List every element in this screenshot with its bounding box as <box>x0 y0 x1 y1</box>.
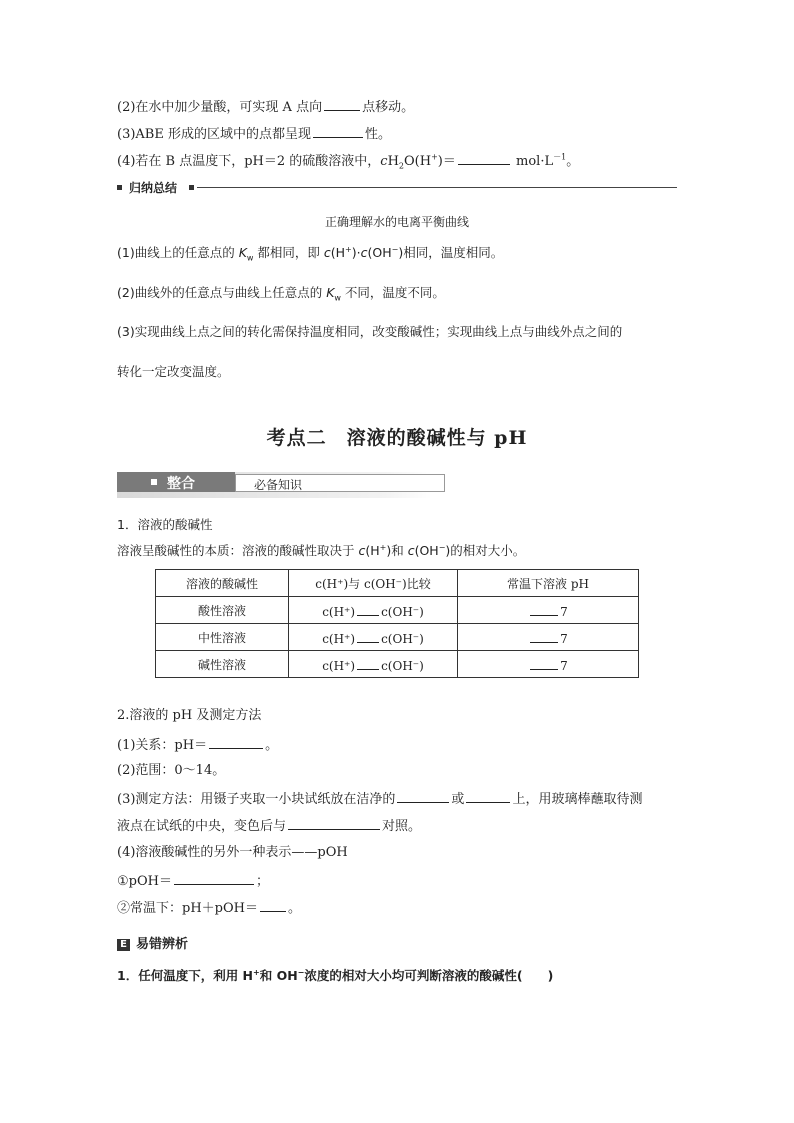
question-4-text: (4)若在 B 点温度下，pH＝2 的硫酸溶液中， <box>117 154 381 169</box>
answer-blank[interactable] <box>313 124 363 138</box>
period: 。 <box>566 154 580 169</box>
table-header-row <box>156 570 639 597</box>
plus-sup: + <box>379 542 387 552</box>
k-symbol: K <box>326 285 335 300</box>
part2-line-2: (2)范围：0～14。 <box>117 763 226 778</box>
square-bullet-icon <box>189 185 194 190</box>
part2-line-5: (4)溶液酸碱性的另外一种表示——pOH <box>117 845 348 860</box>
text: 转化一定改变温度。 <box>117 364 230 379</box>
text: c(H⁺) <box>322 631 356 646</box>
table-row <box>156 624 639 651</box>
text: (H <box>365 543 380 558</box>
text: ； <box>255 874 269 889</box>
acidity-table <box>155 569 639 678</box>
answer-blank[interactable] <box>466 789 510 803</box>
subscript-2: 2 <box>398 161 405 171</box>
banner-dark-tab <box>117 472 235 492</box>
text: (1)关系：pH＝ <box>117 738 208 753</box>
text: (H <box>330 245 346 260</box>
text: 浓度的相对大小均可判断溶液的酸碱性( ) <box>304 968 554 983</box>
minus-sup: − <box>297 967 305 977</box>
k-symbol: K <box>238 245 247 260</box>
c-symbol: c <box>380 154 388 169</box>
table-cell <box>458 597 639 624</box>
text: 都相同，即 <box>253 245 324 260</box>
text: )的相对大小。 <box>445 543 526 558</box>
c-symbol: c <box>407 543 415 558</box>
table-cell <box>458 624 639 651</box>
text: 。 <box>287 901 301 916</box>
question-3-tail: 性。 <box>364 127 391 142</box>
part2-line-6 <box>117 871 269 891</box>
question-3-text: (3)ABE 形成的区域中的点都呈现 <box>117 127 311 142</box>
answer-blank[interactable] <box>357 602 379 616</box>
text: ②常温下：pH＋pOH＝ <box>117 901 258 916</box>
answer-blank[interactable] <box>357 629 379 643</box>
minus-sup: − <box>391 244 399 254</box>
answer-blank[interactable] <box>530 656 558 670</box>
part2-line-4 <box>117 816 421 836</box>
table-cell: 酸性溶液 <box>156 597 289 624</box>
answer-blank[interactable] <box>209 735 263 749</box>
text: 7 <box>560 631 568 646</box>
text: (3)实现曲线上点之间的转化需保持温度相同，改变酸碱性；实现曲线上点与曲线外点之间的 <box>117 324 623 339</box>
mistake-icon: E <box>117 939 130 951</box>
summary-point-1 <box>117 244 503 262</box>
text: c(H⁺) <box>322 604 356 619</box>
summary-point-3-cont <box>117 363 230 381</box>
text: c(OH⁻) <box>381 604 424 619</box>
text: 不同，温度不同。 <box>340 285 445 300</box>
text: c(OH⁻) <box>381 631 424 646</box>
part2-line-3 <box>117 789 642 809</box>
w-subscript: w <box>334 293 341 303</box>
table-cell <box>458 651 639 678</box>
table-header: c(H⁺)与 c(OH⁻)比较 <box>289 570 458 597</box>
summary-header <box>117 179 677 197</box>
text: c(H⁺) <box>322 658 356 673</box>
summary-point-3 <box>117 323 622 341</box>
unit-exponent: －1 <box>553 152 567 162</box>
c-symbol: c <box>358 543 366 558</box>
plus-sup: + <box>431 152 438 162</box>
text: 1．任何温度下，利用 H <box>117 968 254 983</box>
part1-title: 1．溶液的酸碱性 <box>117 517 213 532</box>
section-title: 考点二 溶液的酸碱性与 pH <box>266 427 528 449</box>
summary-point-2 <box>117 284 445 302</box>
text: 溶液呈酸碱性的本质：溶液的酸碱性取决于 <box>117 543 359 558</box>
text: 对照。 <box>382 819 422 834</box>
plus-sup: + <box>345 244 352 254</box>
section-banner <box>117 472 432 498</box>
minus-sup: − <box>438 542 446 552</box>
text: )和 <box>386 543 408 558</box>
answer-blank[interactable] <box>288 816 380 830</box>
equals: )＝ <box>437 154 456 169</box>
w-subscript: w <box>246 253 254 263</box>
part2-line-7 <box>117 898 301 918</box>
answer-blank[interactable] <box>260 898 286 912</box>
answer-blank[interactable] <box>530 629 558 643</box>
part1-desc <box>117 542 525 560</box>
text: 7 <box>560 658 568 673</box>
text: 上，用玻璃棒蘸取待测 <box>512 792 643 807</box>
table-cell <box>289 624 458 651</box>
answer-blank[interactable] <box>174 871 254 885</box>
answer-blank[interactable] <box>530 602 558 616</box>
square-bullet-icon <box>117 185 122 190</box>
table-cell: 中性溶液 <box>156 624 289 651</box>
text: )· <box>351 245 361 260</box>
mistake-header <box>117 933 188 952</box>
summary-title: 正确理解水的电离平衡曲线 <box>324 215 469 229</box>
part2-line-1 <box>117 735 278 755</box>
judge-item-1 <box>117 967 553 985</box>
table-row <box>156 597 639 624</box>
text: c(OH⁻) <box>381 658 424 673</box>
divider <box>197 187 677 188</box>
banner-left-label: 整合 <box>167 476 195 492</box>
text: )相同，温度相同。 <box>398 245 504 260</box>
text: (1)曲线上的任意点的 <box>117 245 239 260</box>
banner-right-label: 必备知识 <box>254 478 303 492</box>
question-4 <box>117 151 579 171</box>
answer-blank[interactable] <box>458 151 510 165</box>
c-symbol: c <box>323 245 331 260</box>
table-cell <box>289 651 458 678</box>
question-2-text: (2)在水中加少量酸，可实现 A 点向 <box>117 100 323 115</box>
text: 液点在试纸的中央，变色后与 <box>117 819 287 834</box>
text: ①pOH＝ <box>117 874 172 889</box>
part2-title: 2.溶液的 pH 及测定方法 <box>117 708 262 723</box>
answer-blank[interactable] <box>357 656 379 670</box>
answer-blank[interactable] <box>324 97 360 111</box>
question-3 <box>117 124 391 144</box>
text: (2)曲线外的任意点与曲线上任意点的 <box>117 285 327 300</box>
text: 。 <box>265 738 279 753</box>
text: (OH <box>414 543 439 558</box>
square-bullet-icon <box>151 479 157 485</box>
text: (OH <box>367 245 392 260</box>
h-symbol: H <box>387 154 399 169</box>
unit: mol·L <box>516 154 554 169</box>
plus-sup: + <box>253 967 260 977</box>
text: 7 <box>560 604 568 619</box>
table-header: 溶液的酸碱性 <box>156 570 289 597</box>
question-2 <box>117 97 414 117</box>
mistake-label: 易错辨析 <box>136 937 189 952</box>
banner-light-tab <box>235 474 445 492</box>
summary-label: 归纳总结 <box>129 181 178 195</box>
c-symbol: c <box>360 245 368 260</box>
text: 或 <box>451 792 465 807</box>
table-row <box>156 651 639 678</box>
answer-blank[interactable] <box>397 789 449 803</box>
table-cell <box>289 597 458 624</box>
table-header: 常温下溶液 pH <box>458 570 639 597</box>
text: 和 OH <box>259 968 298 983</box>
table-cell: 碱性溶液 <box>156 651 289 678</box>
question-2-tail: 点移动。 <box>362 100 415 115</box>
o-h-symbol: O(H <box>404 154 432 169</box>
text: (3)测定方法：用镊子夹取一小块试纸放在洁净的 <box>117 792 396 807</box>
